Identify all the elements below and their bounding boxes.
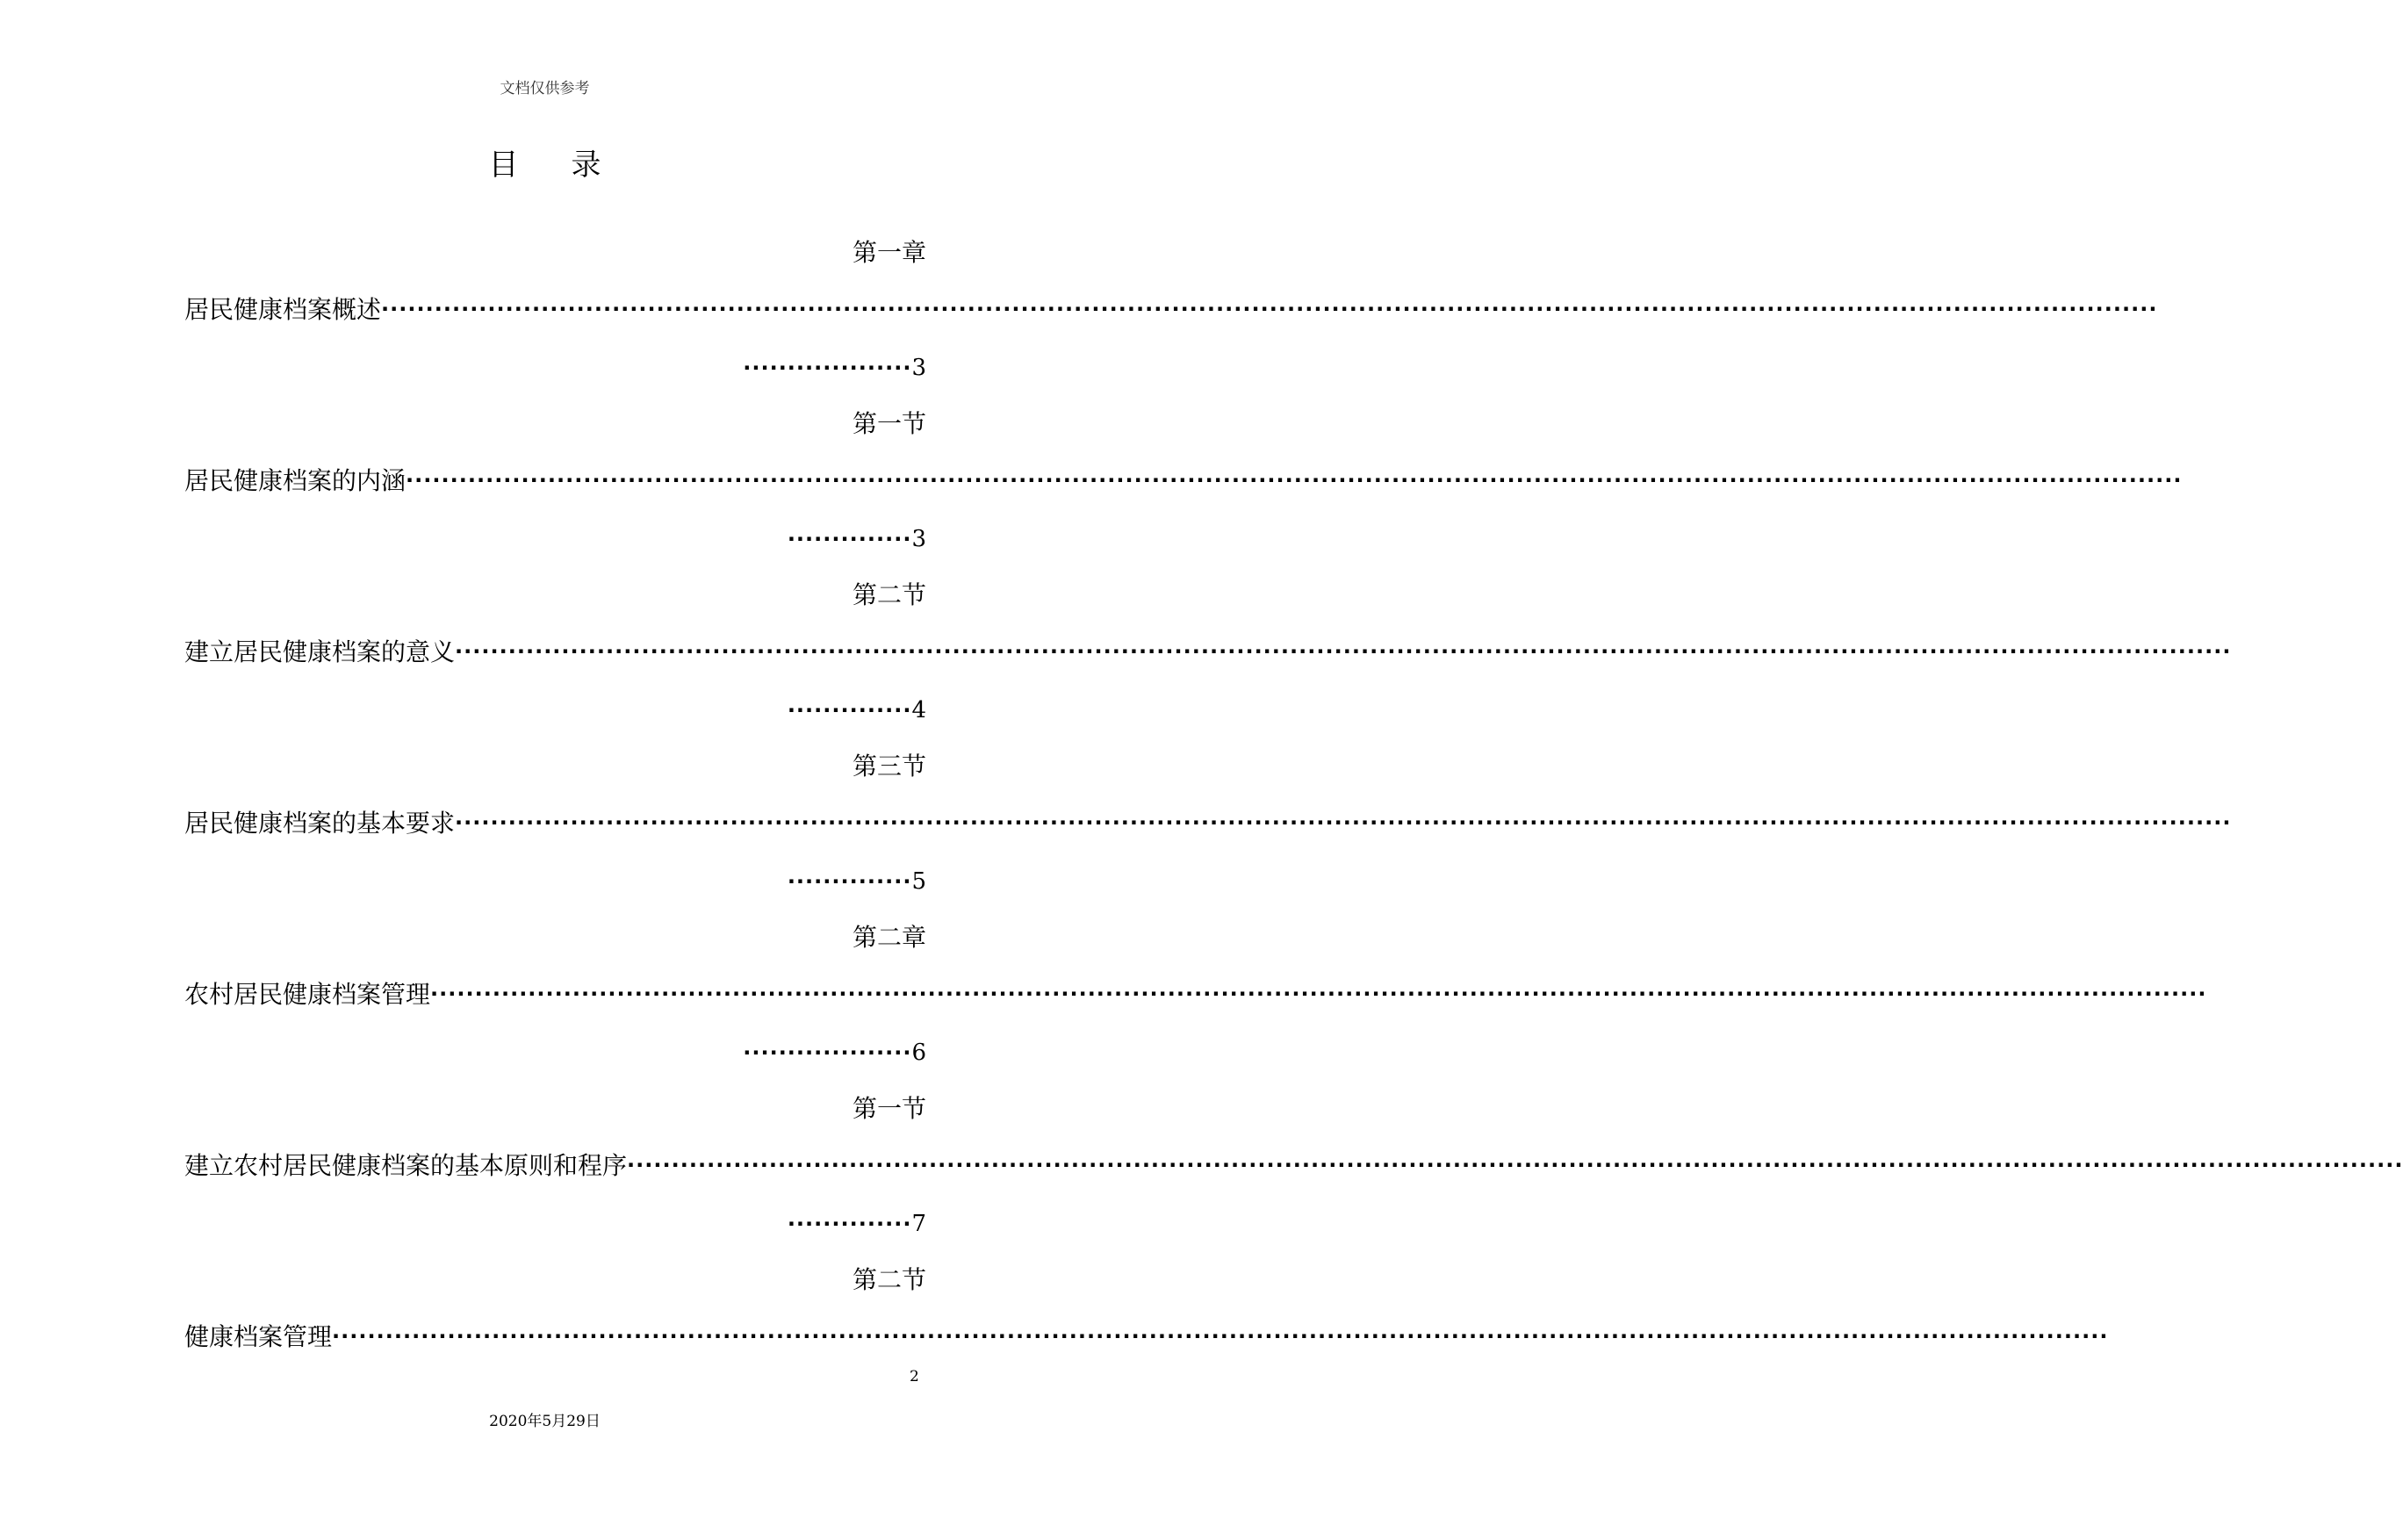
- toc-entry-page: 4: [911, 697, 926, 723]
- toc-entry-title-row[interactable]: [184, 1308, 2109, 1365]
- toc-entry-title: 建立居民健康档案的意义: [184, 637, 456, 666]
- toc-entry-label[interactable]: 第一节: [852, 409, 926, 438]
- toc-entry-title: 居民健康档案概述: [184, 295, 382, 324]
- toc-entry-page-row[interactable]: [184, 680, 926, 738]
- toc-entry-page-row[interactable]: [184, 852, 926, 909]
- table-of-contents: [184, 224, 2403, 1365]
- toc-entry-label[interactable]: 第一章: [852, 238, 926, 267]
- dot-leader: ···················: [743, 356, 912, 380]
- toc-title: 目录: [488, 148, 654, 183]
- dot-leader: ········································································································································································································: [455, 639, 2232, 664]
- toc-entry-page-row[interactable]: [184, 338, 926, 395]
- toc-entry-title-row[interactable]: [184, 966, 2207, 1023]
- toc-entry-title-row[interactable]: [184, 281, 2158, 338]
- toc-entry-page: 7: [911, 1211, 926, 1237]
- toc-entry-page-row[interactable]: [184, 509, 926, 566]
- page-header: 文档仅供参考: [500, 80, 590, 97]
- toc-entry-page: 6: [911, 1040, 926, 1066]
- dot-leader: ··············: [787, 698, 912, 723]
- toc-entry-title: 农村居民健康档案管理: [184, 980, 431, 1009]
- dot-leader: ········································································································································································································: [430, 982, 2207, 1006]
- toc-entry-page: 5: [911, 868, 926, 895]
- dot-leader: ··············: [787, 1212, 912, 1236]
- dot-leader: ········································································································································································································: [627, 1153, 2403, 1177]
- toc-entry-label[interactable]: 第一节: [852, 1094, 926, 1123]
- dot-leader: ········································································································································································································: [406, 468, 2183, 493]
- toc-entry-page-row[interactable]: [184, 1023, 926, 1080]
- toc-entry-title: 建立农村居民健康档案的基本原则和程序: [184, 1151, 628, 1180]
- dot-leader: ········································································································································································································: [332, 1324, 2109, 1349]
- dot-leader: ··············: [787, 869, 912, 894]
- dot-leader: ··············: [787, 527, 912, 551]
- dot-leader: ········································································································································································································: [381, 297, 2158, 321]
- toc-entry-title-row[interactable]: [184, 452, 2183, 509]
- toc-entry-title: 健康档案管理: [184, 1322, 333, 1351]
- dot-leader: ········································································································································································································: [455, 810, 2232, 835]
- toc-entry-page-row[interactable]: [184, 1194, 926, 1251]
- toc-entry-title-row[interactable]: [184, 623, 2232, 680]
- footer-date: 2020年5月29日: [489, 1413, 601, 1430]
- toc-entry-label[interactable]: 第二节: [852, 1265, 926, 1294]
- toc-entry-label[interactable]: 第二章: [852, 923, 926, 952]
- toc-entry-title-row[interactable]: [184, 1137, 2403, 1194]
- page-number: 2: [910, 1368, 919, 1385]
- toc-entry-label[interactable]: 第三节: [852, 752, 926, 781]
- toc-entry-label[interactable]: 第二节: [852, 580, 926, 609]
- toc-entry-title: 居民健康档案的基本要求: [184, 809, 456, 838]
- toc-entry-page: 3: [911, 355, 926, 381]
- toc-entry-title: 居民健康档案的内涵: [184, 466, 406, 495]
- toc-entry-page: 3: [911, 526, 926, 552]
- toc-entry-title-row[interactable]: [184, 795, 2232, 852]
- dot-leader: ···················: [743, 1040, 912, 1065]
